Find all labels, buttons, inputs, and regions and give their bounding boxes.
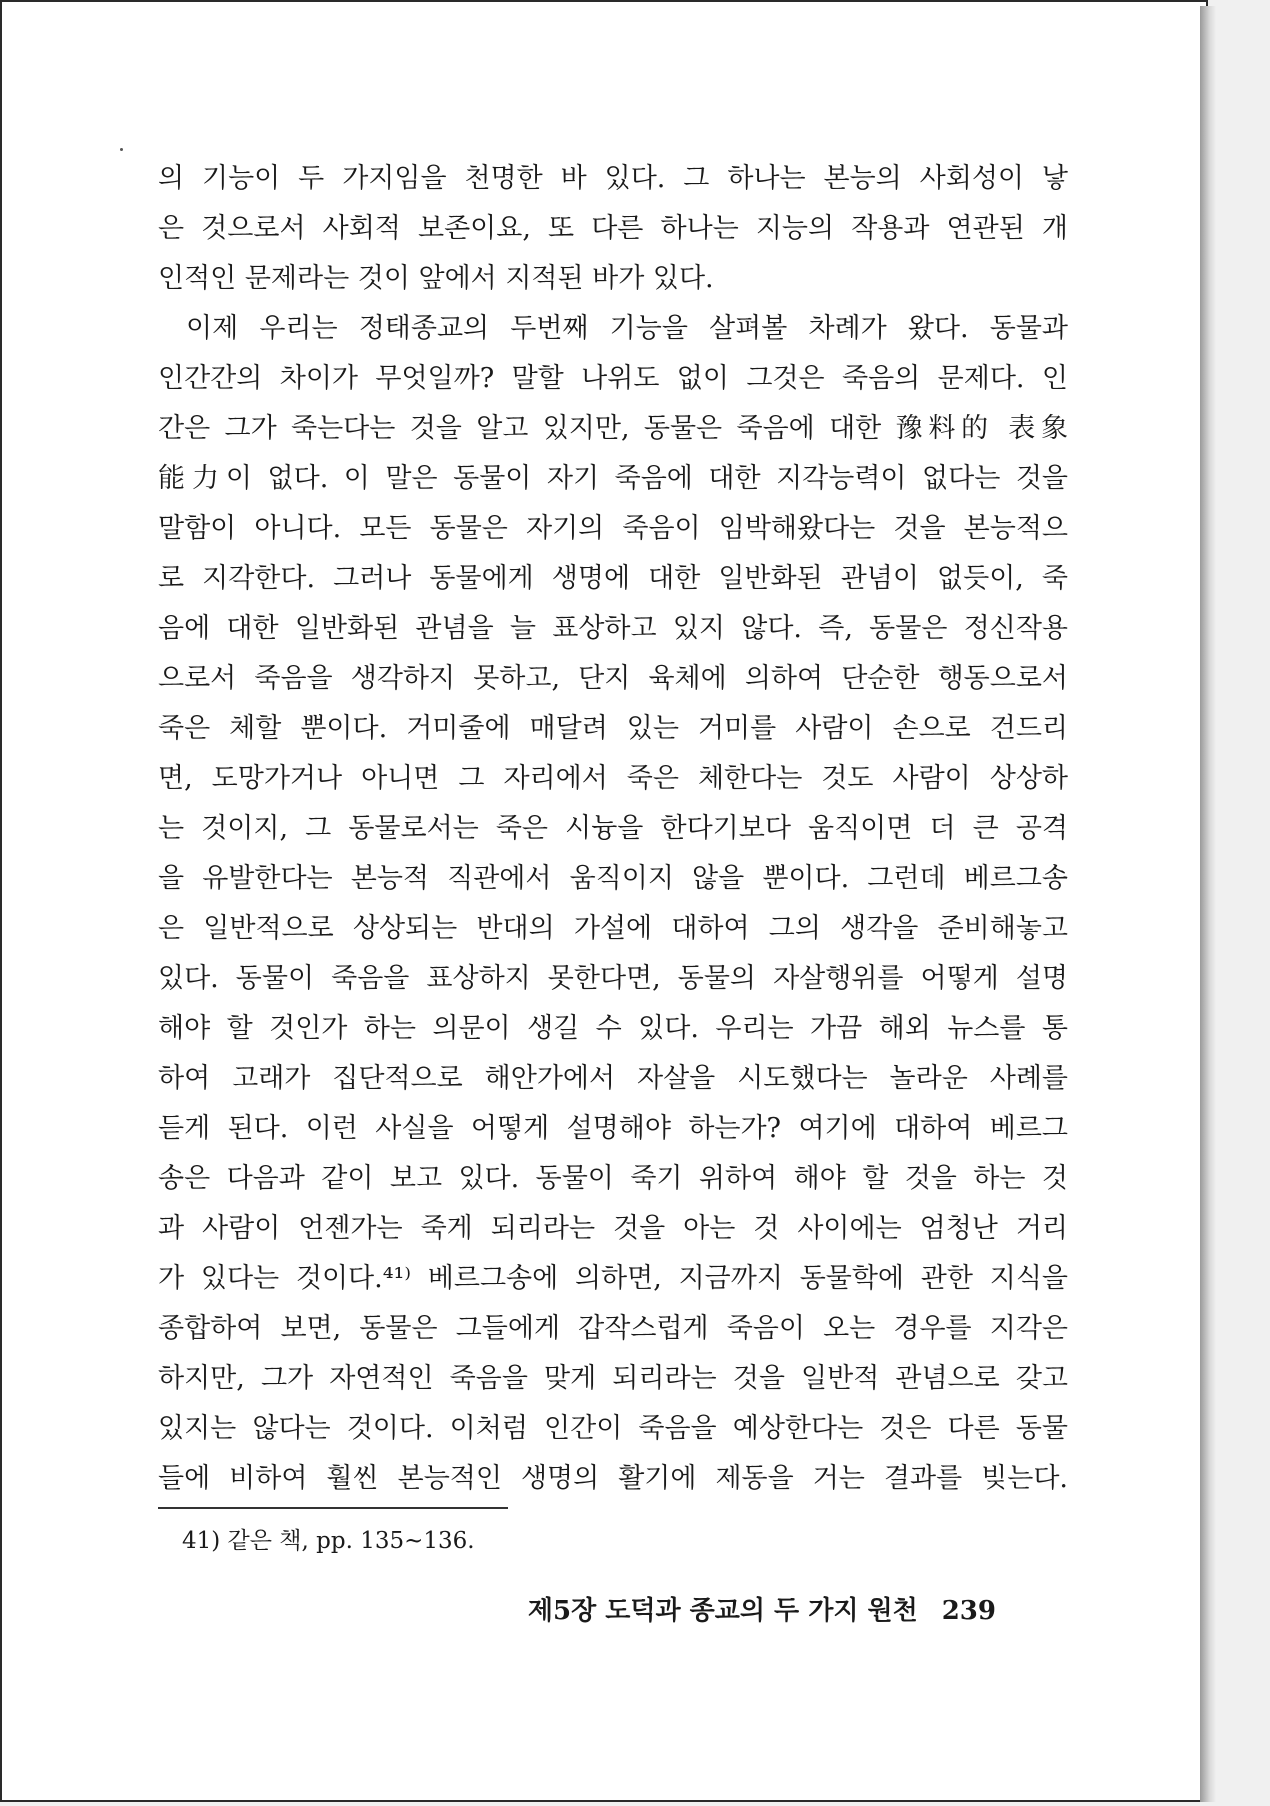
- text-line: 있다. 동물이 죽음을 표상하지 못한다면, 동물의 자살행위를 어떻게 설명: [158, 963, 1068, 994]
- text-line: 듣게 된다. 이런 사실을 어떻게 설명해야 하는가? 여기에 대하여 베르그: [158, 1113, 1068, 1144]
- text-line: 과 사람이 언젠가는 죽게 되리라는 것을 아는 것 사이에는 엄청난 거리: [158, 1213, 1068, 1244]
- page-edge-shadow: [1200, 6, 1216, 1802]
- text-line: 는 것이지, 그 동물로서는 죽은 시늉을 한다기보다 움직이면 더 큰 공격: [158, 813, 1068, 844]
- chapter-title: 제5장 도덕과 종교의 두 가지 원천: [527, 1596, 918, 1626]
- text-line: 의 기능이 두 가지임을 천명한 바 있다. 그 하나는 본능의 사회성이 낳: [158, 163, 1068, 194]
- text-line: 간은 그가 죽는다는 것을 알고 있지만, 동물은 죽음에 대한 豫料的 表象: [158, 413, 1068, 444]
- text-line: 으로서 죽음을 생각하지 못하고, 단지 육체에 의하여 단순한 행동으로서: [158, 663, 1068, 694]
- text-line: 말함이 아니다. 모든 동물은 자기의 죽음이 임박해왔다는 것을 본능적으: [158, 513, 1068, 544]
- text-line: 면, 도망가거나 아니면 그 자리에서 죽은 체한다는 것도 사람이 상상하: [158, 763, 1068, 794]
- text-line: 을 유발한다는 본능적 직관에서 움직이지 않을 뿐이다. 그런데 베르그송: [158, 863, 1068, 894]
- text-line: 있지는 않다는 것이다. 이처럼 인간이 죽음을 예상한다는 것은 다른 동물: [158, 1413, 1068, 1444]
- text-line: 은 것으로서 사회적 보존이요, 또 다른 하나는 지능의 작용과 연관된 개: [158, 213, 1068, 244]
- footnote-divider: [158, 1507, 508, 1509]
- text-line: 하여 고래가 집단적으로 해안가에서 자살을 시도했다는 놀라운 사례를: [158, 1063, 1068, 1094]
- text-line: 하지만, 그가 자연적인 죽음을 맞게 되리라는 것을 일반적 관념으로 갖고: [158, 1363, 1068, 1394]
- footnote: 41) 같은 책, pp. 135~136.: [182, 1528, 475, 1554]
- text-line: 은 일반적으로 상상되는 반대의 가설에 대하여 그의 생각을 준비해놓고: [158, 913, 1068, 944]
- text-line: 해야 할 것인가 하는 의문이 생길 수 있다. 우리는 가끔 해외 뉴스를 통: [158, 1013, 1068, 1044]
- text-line: 로 지각한다. 그러나 동물에게 생명에 대한 일반화된 관념이 없듯이, 죽: [158, 563, 1068, 594]
- running-footer: [528, 1590, 996, 1627]
- text-line: 음에 대한 일반화된 관념을 늘 표상하고 있지 않다. 즉, 동물은 정신작용: [158, 613, 1068, 644]
- text-line: 종합하여 보면, 동물은 그들에게 갑작스럽게 죽음이 오는 경우를 지각은: [158, 1313, 1068, 1344]
- text-line: 죽은 체할 뿐이다. 거미줄에 매달려 있는 거미를 사람이 손으로 건드리: [158, 713, 1068, 744]
- text-line: 인간간의 차이가 무엇일까? 말할 나위도 없이 그것은 죽음의 문제다. 인: [158, 363, 1068, 394]
- text-line: 인적인 문제라는 것이 앞에서 지적된 바가 있다.: [158, 263, 714, 294]
- text-line: 能力이 없다. 이 말은 동물이 자기 죽음에 대한 지각능력이 없다는 것을: [158, 463, 1068, 494]
- text-line: 들에 비하여 훨씬 본능적인 생명의 활기에 제동을 거는 결과를 빚는다.: [158, 1463, 1068, 1494]
- page-number: 239: [941, 1596, 996, 1626]
- scan-speck: [120, 148, 123, 151]
- text-line: 가 있다는 것이다.⁴¹⁾ 베르그송에 의하면, 지금까지 동물학에 관한 지식을: [158, 1263, 1068, 1294]
- text-line: 이제 우리는 정태종교의 두번째 기능을 살펴볼 차례가 왔다. 동물과: [186, 313, 1068, 344]
- body-text: [158, 154, 1068, 1504]
- text-line: 송은 다음과 같이 보고 있다. 동물이 죽기 위하여 해야 할 것을 하는 것: [158, 1163, 1068, 1194]
